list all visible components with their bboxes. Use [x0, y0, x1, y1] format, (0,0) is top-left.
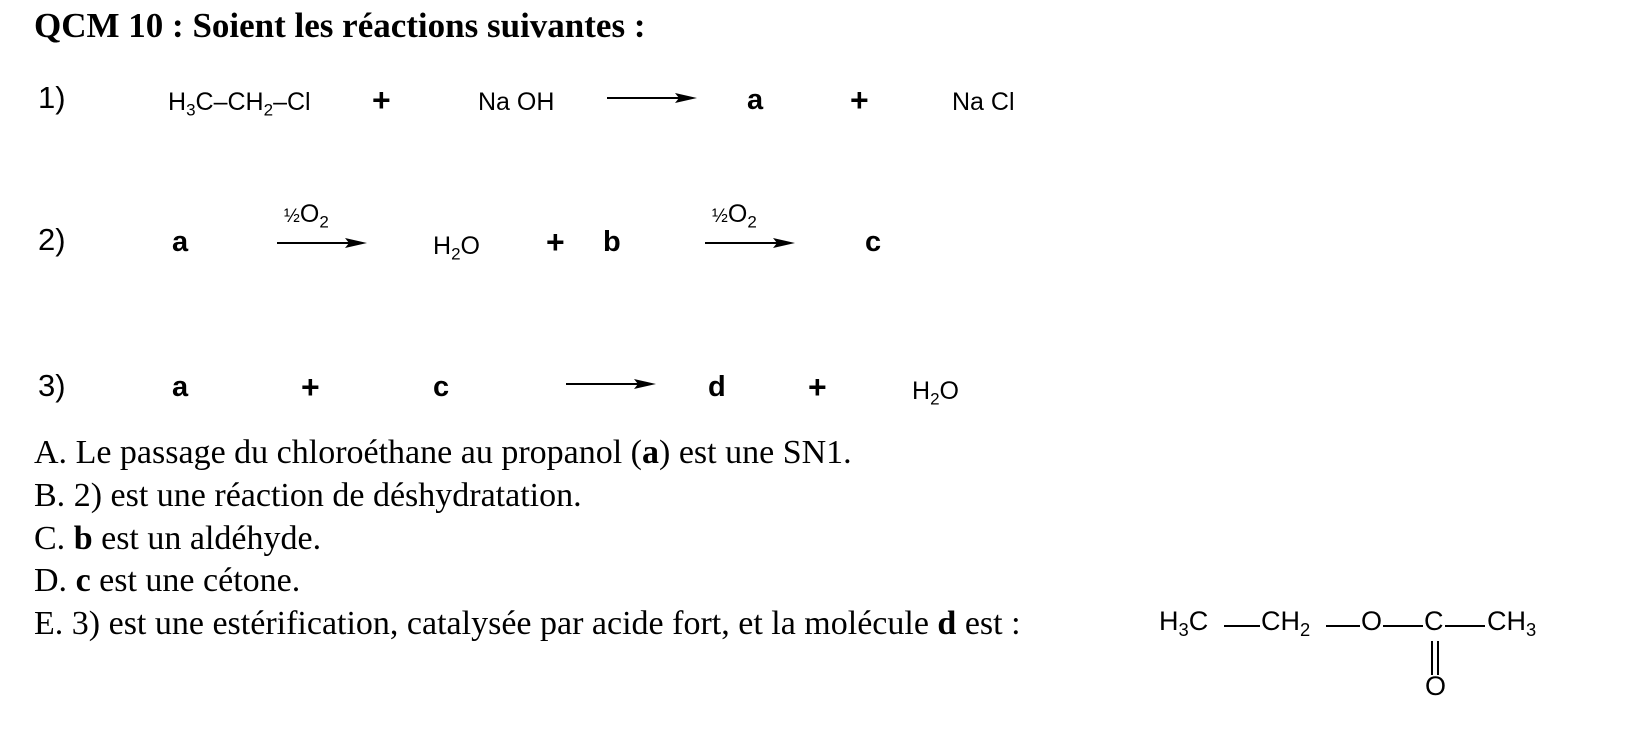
option-e[interactable]: E. 3) est une estérification, catalysée par acide fort, et la molécule d est : — [34, 605, 1021, 642]
plus-sign: + — [372, 82, 391, 118]
reactant-a: a — [172, 226, 189, 258]
double-bond — [1428, 641, 1442, 675]
chloroethane-formula: $H_3C-CH_2-Cl$ — [168, 88, 311, 120]
option-d[interactable]: D. c est une cétone. — [34, 562, 301, 599]
product-a: a — [747, 84, 764, 116]
single-bond — [1383, 624, 1423, 628]
reaction-arrow-icon — [705, 235, 795, 251]
water-formula: $H_2O$ — [433, 232, 480, 264]
reaction-arrow-icon — [607, 90, 697, 106]
ch3-group: $CH_3$ — [1487, 606, 1537, 640]
plus-sign: + — [808, 369, 827, 405]
naoh-formula: Na OH — [478, 88, 555, 116]
plus-sign: + — [546, 224, 565, 260]
half-oxygen-label: $\frac{1}{2}O_2$ — [712, 200, 757, 232]
reaction-arrow-icon — [277, 235, 367, 251]
option-b[interactable]: B. 2) est une réaction de déshydratation. — [34, 477, 582, 514]
question-title: QCM 10 : Soient les réactions suivantes : — [34, 6, 646, 45]
water-formula: $H_2O$ — [912, 377, 959, 409]
half-oxygen-label: $\frac{1}{2}O_2$ — [284, 200, 329, 232]
reaction-2-number: 2) — [38, 222, 66, 257]
reaction-1-number: 1) — [38, 80, 66, 115]
option-c[interactable]: C. b est un aldéhyde. — [34, 520, 322, 557]
product-c: c — [865, 226, 882, 258]
carbonyl-oxygen: O — [1425, 671, 1447, 701]
reaction-arrow-icon — [566, 376, 656, 392]
reactant-a: a — [172, 371, 189, 403]
single-bond — [1326, 624, 1360, 628]
reactant-c: c — [433, 371, 450, 403]
product-d: d — [708, 371, 726, 403]
single-bond — [1224, 624, 1260, 628]
single-bond — [1445, 624, 1485, 628]
h3c-group: $H_3C$ — [1159, 606, 1209, 640]
option-a[interactable]: A. Le passage du chloroéthane au propanol (a) est une SN1. — [34, 434, 852, 471]
nacl-formula: Na Cl — [952, 88, 1015, 116]
product-b: b — [603, 226, 621, 258]
plus-sign: + — [301, 369, 320, 405]
reaction-3-number: 3) — [38, 368, 66, 403]
ch2-group: $CH_2$ — [1261, 606, 1311, 640]
plus-sign: + — [850, 82, 869, 118]
carbonyl-carbon: C — [1424, 606, 1444, 636]
ester-oxygen: O — [1361, 606, 1383, 636]
